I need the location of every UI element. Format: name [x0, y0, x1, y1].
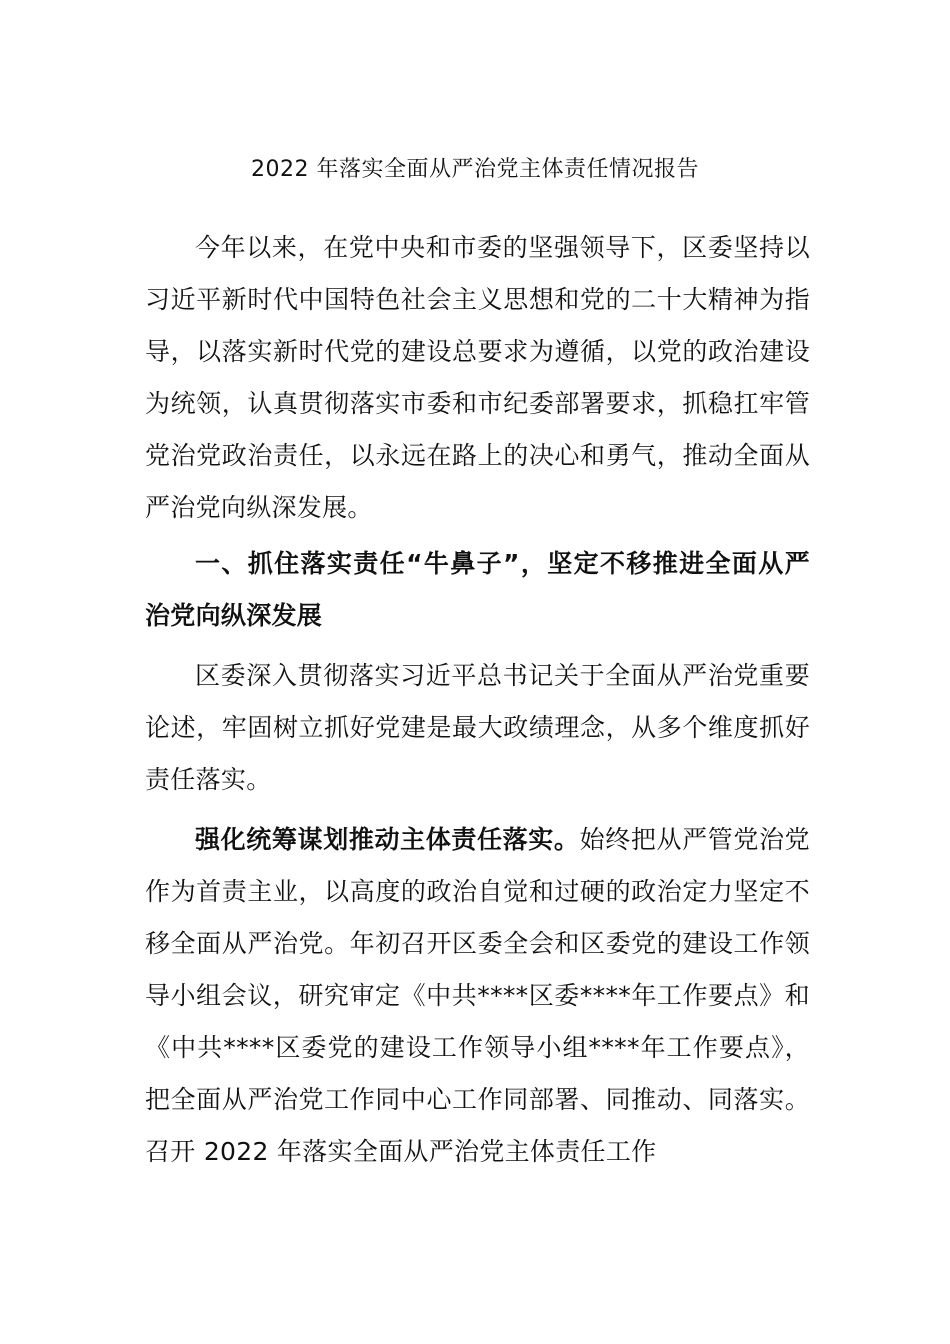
section-heading-1: 一、抓住落实责任“牛鼻子”，坚定不移推进全面从严治党向纵深发展 [145, 549, 810, 630]
document-title: 2022 年落实全面从严治党主体责任情况报告 [251, 157, 699, 182]
section-paragraph-2 [145, 814, 810, 1178]
paragraph-lead-sentence: 强化统筹谋划推动主体责任落实。 [195, 825, 580, 854]
paragraph-body-text: 始终把从严管党治党作为首责主业，以高度的政治自觉和过硬的政治定力坚定不移全面从严治党。年初召开区委全会和区委党的建设工作领导小组会议，研究审定《中共****区委****年工作要点》和《中共****区委党的建设工作领导小组****年工作要点》，把全面从严治党工作同中心工作同部署、同推动、同落实。召开 2022 年落实全面从严治党主体责任工作 [145, 825, 810, 1166]
intro-paragraph: 今年以来，在党中央和市委的坚强领导下，区委坚持以习近平新时代中国特色社会主义思想和党的二十大精神为指导，以落实新时代党的建设总要求为遵循，以党的政治建设为统领，认真贯彻落实市委和市纪委部署要求，抓稳扛牢管党治党政治责任，以永远在路上的决心和勇气，推动全面从严治党向纵深发展。 [145, 233, 810, 522]
section-paragraph-1: 区委深入贯彻落实习近平总书记关于全面从严治党重要论述，牢固树立抓好党建是最大政绩理念，从多个维度抓好责任落实。 [145, 661, 810, 794]
